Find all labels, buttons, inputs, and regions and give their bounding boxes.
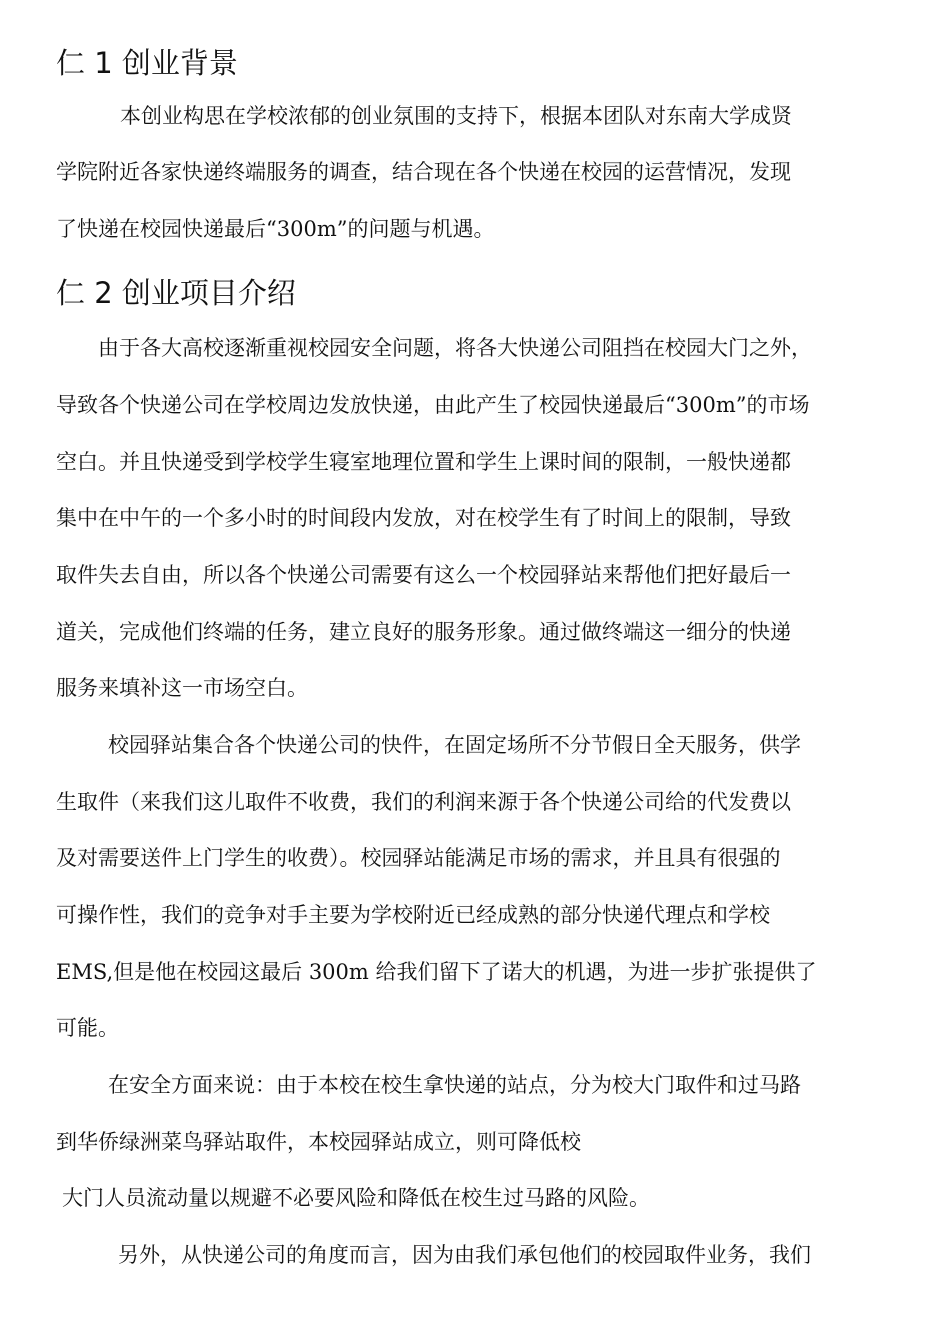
section-heading-project: 仁 2 创业项目介绍 bbox=[56, 276, 296, 310]
paragraph-line: 服务来填补这一市场空白。 bbox=[56, 676, 308, 700]
paragraph-line: 可操作性，我们的竞争对手主要为学校附近已经成熟的部分快递代理点和学校 bbox=[56, 903, 770, 927]
paragraph-line: 可能。 bbox=[56, 1016, 119, 1040]
paragraph-line: 另外，从快递公司的角度而言，因为由我们承包他们的校园取件业务，我们 bbox=[118, 1243, 811, 1267]
paragraph-line: 及对需要送件上门学生的收费）。校园驿站能满足市场的需求，并且具有很强的 bbox=[56, 846, 781, 870]
paragraph-line: 空白。并且快递受到学校学生寝室地理位置和学生上课时间的限制，一般快递都 bbox=[56, 450, 791, 474]
paragraph-line: 校园驿站集合各个快递公司的快件，在固定场所不分节假日全天服务，供学 bbox=[108, 733, 801, 757]
paragraph-line: 生取件（来我们这儿取件不收费，我们的利润来源于各个快递公司给的代发费以 bbox=[56, 790, 791, 814]
paragraph-line: 取件失去自由，所以各个快递公司需要有这么一个校园驿站来帮他们把好最后一 bbox=[56, 563, 791, 587]
paragraph-line: 大门人员流动量以规避不必要风险和降低在校生过马路的风险。 bbox=[62, 1186, 650, 1210]
paragraph-line: EMS,但是他在校园这最后 300m 给我们留下了诺大的机遇，为进一步扩张提供了 bbox=[56, 960, 817, 984]
paragraph-line: 在安全方面来说：由于本校在校生拿快递的站点，分为校大门取件和过马路 bbox=[108, 1073, 801, 1097]
paragraph-line: 集中在中午的一个多小时的时间段内发放，对在校学生有了时间上的限制，导致 bbox=[56, 506, 791, 530]
paragraph-line: 导致各个快递公司在学校周边发放快递，由此产生了校园快递最后“300m”的市场 bbox=[56, 393, 810, 417]
paragraph-line: 本创业构思在学校浓郁的创业氛围的支持下，根据本团队对东南大学成贤 bbox=[120, 104, 792, 128]
section-heading-background: 仁 1 创业背景 bbox=[56, 46, 238, 80]
paragraph-line: 到华侨绿洲菜鸟驿站取件，本校园驿站成立，则可降低校 bbox=[56, 1130, 581, 1154]
paragraph-line: 由于各大高校逐渐重视校园安全问题，将各大快递公司阻挡在校园大门之外， bbox=[98, 336, 812, 360]
paragraph-line: 道关，完成他们终端的任务，建立良好的服务形象。通过做终端这一细分的快递 bbox=[56, 620, 791, 644]
paragraph-line: 了快递在校园快递最后“300m”的问题与机遇。 bbox=[56, 217, 495, 241]
paragraph-line: 学院附近各家快递终端服务的调查，结合现在各个快递在校园的运营情况，发现 bbox=[56, 160, 791, 184]
